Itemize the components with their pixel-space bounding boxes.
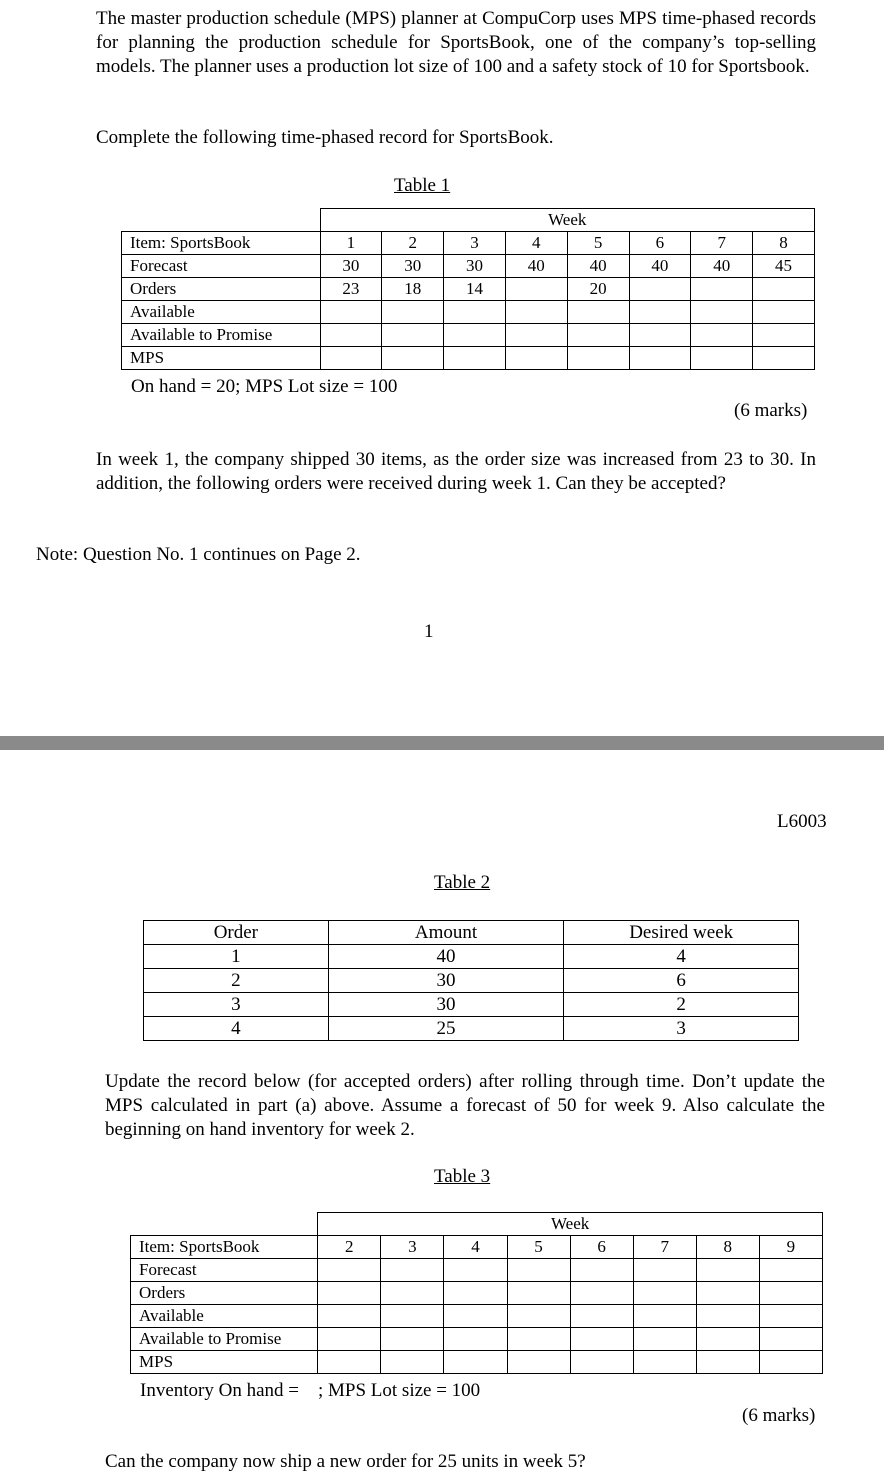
table1-cell: 45 [753,255,815,278]
table1-cell [629,347,691,370]
table3-row-available [131,1305,823,1328]
table3-cell [633,1305,696,1328]
table1-row-available [122,301,815,324]
table3-week-header: Week [318,1213,823,1236]
table2-cell: 4 [564,945,799,969]
table1-week-2: 2 [382,232,444,255]
table3-row-label: Available [131,1305,318,1328]
table1-cell [753,324,815,347]
table3-cell [444,1282,507,1305]
table3-cell [633,1259,696,1282]
table3-cell [507,1259,570,1282]
table3-week-2: 2 [318,1236,381,1259]
table3-row-label: Available to Promise [131,1328,318,1351]
table1-cell [444,301,506,324]
table1-cell [691,278,753,301]
continuation-note: Note: Question No. 1 continues on Page 2. [36,544,361,565]
table3-cell [318,1259,381,1282]
table3-time-phased-record [130,1212,823,1374]
table3-cell [696,1351,759,1374]
table3-row-orders [131,1282,823,1305]
table3-cell [633,1328,696,1351]
table1-time-phased-record [121,208,815,370]
table3-item-label: Item: SportsBook [131,1236,318,1259]
marks-part-a: (6 marks) [734,400,808,421]
table3-cell [381,1305,444,1328]
table1-footer: On hand = 20; MPS Lot size = 100 [131,376,398,397]
table1-week-8: 8 [753,232,815,255]
table1-week-header-row [122,209,815,232]
table1-week-1: 1 [320,232,382,255]
table2-title: Table 2 [434,872,491,893]
table3-cell [507,1305,570,1328]
table1-cell [505,347,567,370]
table1-cell [629,324,691,347]
page-divider [0,736,884,750]
table3-corner-blank [131,1213,318,1236]
table1-cell [505,301,567,324]
table2-row [144,969,799,993]
table1-row-label: Available [122,301,321,324]
table2-cell: 3 [564,1017,799,1041]
table2-cell: 3 [144,993,329,1017]
table3-row-item [131,1236,823,1259]
update-paragraph: Update the record below (for accepted orders) after rolling through time. Don’t update the MPS calculated in part (a) above. Assume a forecast of 50 for week 9. Also calculate the beginning on hand inventory for week 2. [105,1071,825,1140]
table1-cell [567,301,629,324]
table3-cell [759,1328,822,1351]
table1-cell: 40 [691,255,753,278]
table1-item-label: Item: SportsBook [122,232,321,255]
table3-cell [444,1328,507,1351]
table1-cell [444,347,506,370]
table3-cell [633,1351,696,1374]
page-number: 1 [424,621,434,642]
table1-cell [629,278,691,301]
table1-cell [753,278,815,301]
table3-footer: Inventory On hand = ; MPS Lot size = 100 [140,1380,481,1401]
table3-week-8: 8 [696,1236,759,1259]
table3-row-label: Forecast [131,1259,318,1282]
table2-cell: 2 [144,969,329,993]
table2-cell: 2 [564,993,799,1017]
table1-cell: 30 [320,255,382,278]
table3-cell [381,1351,444,1374]
table3-cell [759,1259,822,1282]
table1-cell: 40 [567,255,629,278]
table3-week-7: 7 [633,1236,696,1259]
table2-cell: 1 [144,945,329,969]
table3-cell [759,1282,822,1305]
followup-paragraph: In week 1, the company shipped 30 items, as the order size was increased from 23 to 30. In addition, the following orders were received during week 1. Can they be accepted? [96,449,816,494]
table1-week-6: 6 [629,232,691,255]
table1-cell [753,347,815,370]
table1-cell: 30 [382,255,444,278]
table1-row-label: Forecast [122,255,321,278]
table3-cell [444,1305,507,1328]
table1-week-7: 7 [691,232,753,255]
table2-cell: 40 [328,945,564,969]
table3-cell [633,1282,696,1305]
table2-header: Desired week [564,921,799,945]
table1-cell [382,347,444,370]
table2-header: Order [144,921,329,945]
table1-cell: 40 [505,255,567,278]
table3-cell [696,1259,759,1282]
table2-header: Amount [328,921,564,945]
table1-cell [567,324,629,347]
table3-week-9: 9 [759,1236,822,1259]
table1-row-label: MPS [122,347,321,370]
table1-cell [382,324,444,347]
intro-paragraph: The master production schedule (MPS) planner at CompuCorp uses MPS time-phased records for planning the production schedule for SportsBook, one of the company’s top-selling models. The planner uses a production lot size of 100 and a safety stock of 10 for Sportsbook. [96,8,816,77]
table1-cell: 40 [629,255,691,278]
table3-week-5: 5 [507,1236,570,1259]
table3-cell [444,1351,507,1374]
table1-row-forecast [122,255,815,278]
table1-week-5: 5 [567,232,629,255]
table3-week-3: 3 [381,1236,444,1259]
table3-week-6: 6 [570,1236,633,1259]
table3-row-mps [131,1351,823,1374]
table3-cell [507,1282,570,1305]
table3-row-label: Orders [131,1282,318,1305]
table3-cell [507,1351,570,1374]
table2-cell: 30 [328,993,564,1017]
table1-cell: 30 [444,255,506,278]
table1-cell [320,301,382,324]
table1-cell [567,347,629,370]
table3-cell [444,1259,507,1282]
table1-row-mps [122,347,815,370]
table1-row-available-to-promise [122,324,815,347]
table1-cell [320,324,382,347]
table2-row [144,945,799,969]
table3-cell [759,1305,822,1328]
table2-cell: 4 [144,1017,329,1041]
table3-row-label: MPS [131,1351,318,1374]
page-code: L6003 [777,811,827,832]
table2-orders [143,920,799,1041]
instruction-text: Complete the following time-phased record for SportsBook. [96,127,554,148]
table1-cell: 23 [320,278,382,301]
table1-cell [320,347,382,370]
table1-row-orders [122,278,815,301]
table1-cell [382,301,444,324]
table2-cell: 6 [564,969,799,993]
table3-cell [759,1351,822,1374]
table3-cell [381,1259,444,1282]
table1-cell [691,347,753,370]
table3-row-forecast [131,1259,823,1282]
table1-cell: 20 [567,278,629,301]
table2-header-row [144,921,799,945]
table1-week-4: 4 [505,232,567,255]
table1-title: Table 1 [394,175,451,196]
final-question: Can the company now ship a new order for 25 units in week 5? [105,1451,586,1472]
table1-cell [505,278,567,301]
table3-row-available-to-promise [131,1328,823,1351]
table3-cell [507,1328,570,1351]
table1-cell: 14 [444,278,506,301]
table3-title: Table 3 [434,1166,491,1187]
table1-row-label: Available to Promise [122,324,321,347]
table1-cell [691,324,753,347]
table3-cell [696,1282,759,1305]
table1-corner-blank [122,209,321,232]
table1-week-header: Week [320,209,814,232]
table1-row-label: Orders [122,278,321,301]
table3-cell [696,1305,759,1328]
marks-part-b: (6 marks) [742,1405,816,1426]
table1-cell: 18 [382,278,444,301]
table3-cell [570,1259,633,1282]
table1-cell [505,324,567,347]
table2-cell: 30 [328,969,564,993]
table3-cell [570,1282,633,1305]
table3-cell [318,1328,381,1351]
table3-cell [570,1328,633,1351]
table3-week-4: 4 [444,1236,507,1259]
table3-cell [570,1305,633,1328]
table1-cell [444,324,506,347]
table2-row [144,1017,799,1041]
table3-cell [381,1282,444,1305]
table1-cell [629,301,691,324]
table3-cell [381,1328,444,1351]
table1-cell [691,301,753,324]
table3-week-header-row [131,1213,823,1236]
table1-week-3: 3 [444,232,506,255]
table3-cell [696,1328,759,1351]
table3-cell [318,1351,381,1374]
table1-row-item [122,232,815,255]
table2-cell: 25 [328,1017,564,1041]
table3-cell [318,1282,381,1305]
table3-cell [570,1351,633,1374]
table2-row [144,993,799,1017]
table1-cell [753,301,815,324]
table3-cell [318,1305,381,1328]
